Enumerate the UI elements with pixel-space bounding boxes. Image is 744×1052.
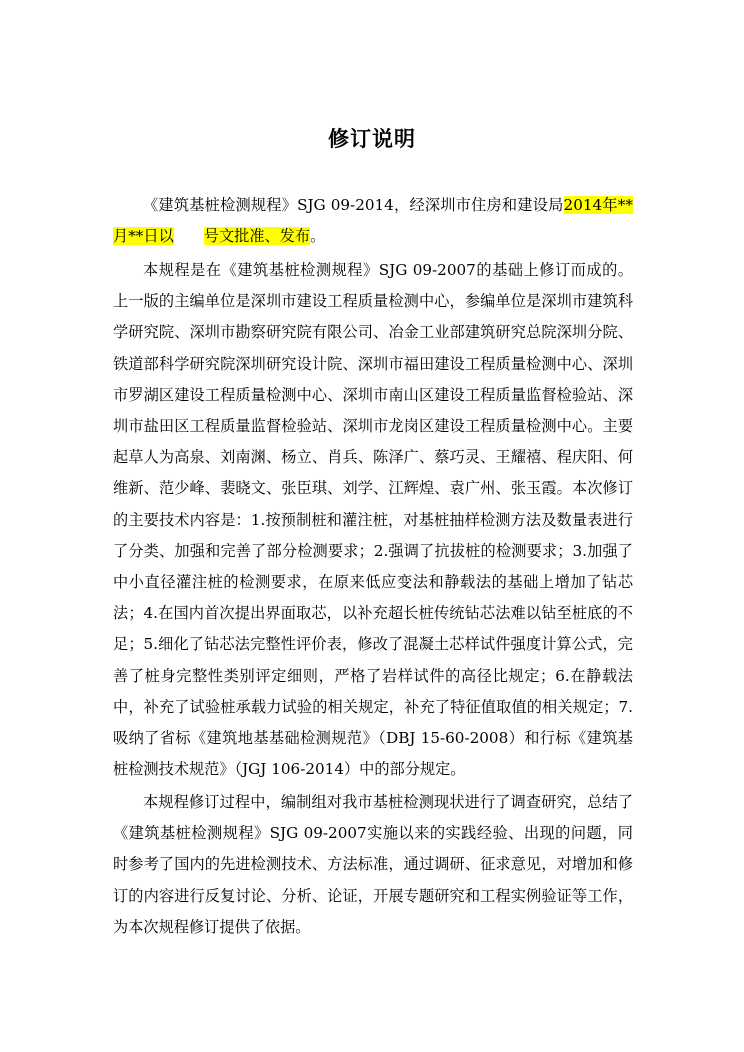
approval-end-punctuation: 。 <box>310 227 326 246</box>
highlighted-document-number-text: 号文批准、发布 <box>203 227 311 246</box>
highlighted-date-text: 2014年**月**日以 <box>113 196 633 246</box>
approval-lead-text: 《建筑基桩检测规程》SJG 09-2014，经深圳市住房和建设局 <box>143 196 564 214</box>
paragraph-revision-process: 本规程修订过程中，编制组对我市基桩检测现状进行了调查研究，总结了《建筑基桩检测规程》SJG 09-2007实施以来的实践经验、出现的问题，同时参考了国内的先进检测技术、方法标准，通过调研、征求意见，对增加和修订的内容进行反复讨论、分析、论证，开展专题研究和工程实例验证等工作，为本次规程修订提供了依据。 <box>113 793 633 936</box>
paragraph-approval <box>113 190 633 252</box>
page-title: 修订说明 <box>328 127 416 151</box>
paragraph-revision-basis: 本规程是在《建筑基桩检测规程》SJG 09-2007的基础上修订而成的。上一版的主编单位是深圳市建设工程质量检测中心，参编单位是深圳市建筑科学研究院、深圳市勘察研究院有限公司、冶金工业部建筑研究总院深圳分院、铁道部科学研究院深圳研究设计院、深圳市福田建设工程质量检测中心、深圳市罗湖区建设工程质量检测中心、深圳市南山区建设工程质量监督检验站、深圳市盐田区工程质量监督检验站、深圳市龙岗区建设工程质量检测中心。主要起草人为高泉、刘南渊、杨立、肖兵、陈泽广、蔡巧灵、王耀禧、程庆阳、何维新、范少峰、裴晓文、张臣琪、刘学、江辉煌、袁广州、张玉霞。本次修订的主要技术内容是：1.按预制桩和灌注桩，对基桩抽样检测方法及数量表进行了分类、加强和完善了部分检测要求；2.强调了抗拔桩的检测要求；3.加强了中小直径灌注桩的检测要求，在原来低应变法和静载法的基础上增加了钻芯法；4.在国内首次提出界面取芯，以补充超长桩传统钻芯法难以钻至桩底的不足；5.细化了钻芯法完整性评价表，修改了混凝土芯样试件强度计算公式，完善了桩身完整性类别评定细则，严格了岩样试件的高径比规定；6.在静载法中，补充了试验桩承载力试验的相关规定，补充了特征值取值的相关规定；7.吸纳了省标《建筑地基基础检测规范》（DBJ 15-60-2008）和行标《建筑基桩检测技术规范》（JGJ 106-2014）中的部分规定。 <box>113 261 633 779</box>
